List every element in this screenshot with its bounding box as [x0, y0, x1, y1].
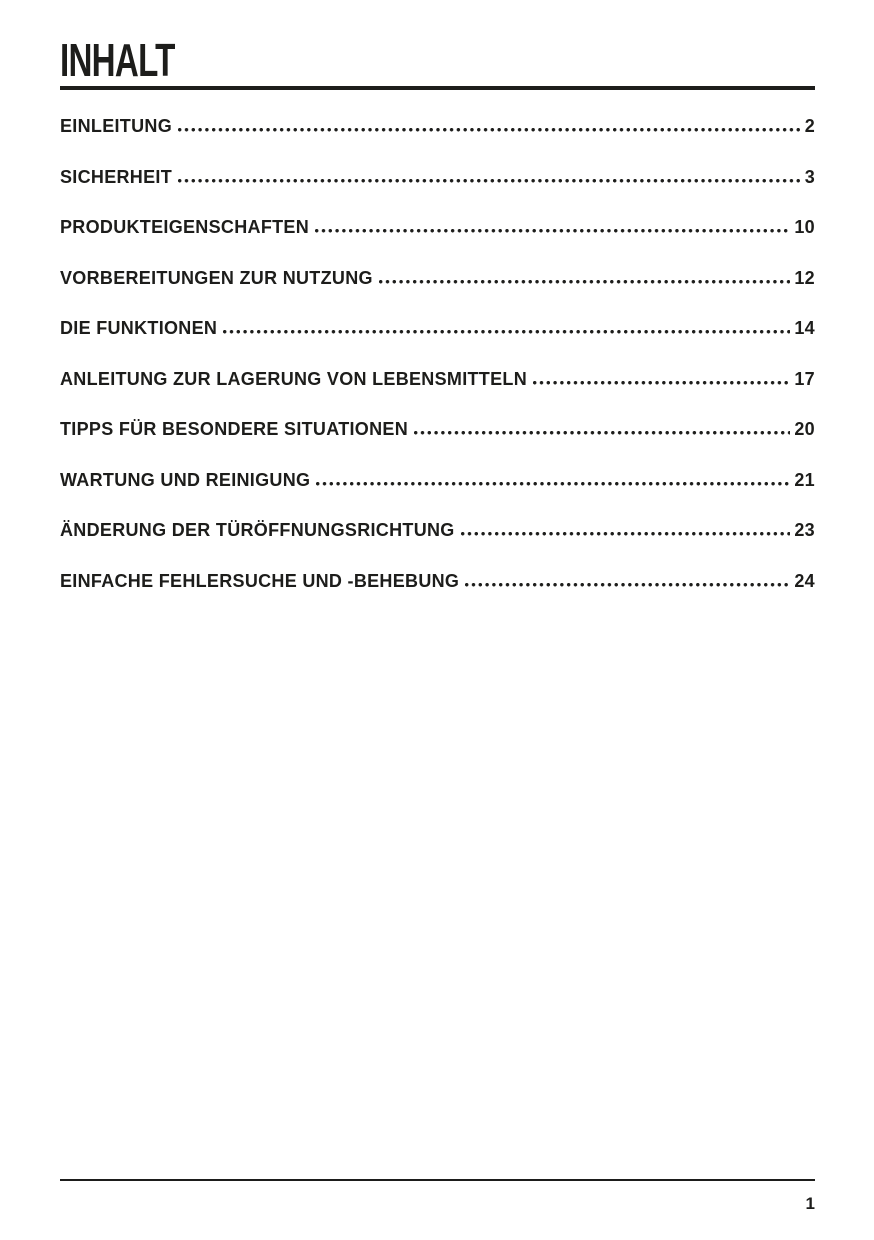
toc-entry-label: SICHERHEIT — [60, 166, 173, 187]
toc-entry — [60, 368, 815, 390]
toc-page-number: 3 — [804, 166, 815, 187]
toc-entry — [60, 418, 815, 440]
toc-entry — [60, 267, 815, 289]
toc-entry — [60, 115, 815, 137]
toc-dot-leader — [414, 431, 790, 435]
toc-page-number: 10 — [794, 217, 815, 238]
toc-page-number: 2 — [804, 116, 815, 137]
toc-page-number: 23 — [794, 520, 815, 541]
toc-entry — [60, 519, 815, 541]
toc-dot-leader — [533, 381, 790, 385]
toc-dot-leader — [315, 229, 790, 233]
page-footer — [60, 1179, 815, 1214]
toc-entry — [60, 570, 815, 592]
toc-dot-leader — [178, 128, 801, 132]
page-title-wrap — [60, 34, 815, 86]
toc-entry-label: TIPPS FÜR BESONDERE SITUATIONEN — [60, 419, 408, 440]
toc-page-number: 24 — [794, 570, 815, 591]
toc-list — [60, 115, 815, 620]
toc-entry-label: ÄNDERUNG DER TÜRÖFFNUNGSRICHTUNG — [60, 520, 455, 541]
toc-page-number: 12 — [794, 267, 815, 288]
toc-entry-label: ANLEITUNG ZUR LAGERUNG VON LEBENSMITTELN — [60, 368, 527, 389]
toc-dot-leader — [465, 583, 790, 587]
toc-entry-label: EINFACHE FEHLERSUCHE UND -BEHEBUNG — [60, 570, 460, 591]
toc-dot-leader — [379, 280, 791, 284]
toc-entry-label: WARTUNG UND REINIGUNG — [60, 469, 311, 490]
toc-entry — [60, 317, 815, 339]
toc-dot-leader — [178, 179, 801, 183]
toc-dot-leader — [316, 482, 790, 486]
toc-entry — [60, 216, 815, 238]
toc-dot-leader — [461, 532, 791, 536]
toc-dot-leader — [223, 330, 790, 334]
toc-entry-label: DIE FUNKTIONEN — [60, 318, 218, 339]
toc-page-number: 17 — [794, 368, 815, 389]
page-header — [60, 34, 815, 90]
toc-page-number: 14 — [794, 318, 815, 339]
toc-entry — [60, 469, 815, 491]
toc-page-number: 20 — [794, 419, 815, 440]
page-title: INHALT — [60, 34, 175, 86]
toc-entry — [60, 166, 815, 188]
toc-entry-label: EINLEITUNG — [60, 116, 173, 137]
toc-entry-label: PRODUKTEIGENSCHAFTEN — [60, 217, 310, 238]
toc-page-number: 21 — [794, 469, 815, 490]
toc-entry-label: VORBEREITUNGEN ZUR NUTZUNG — [60, 267, 373, 288]
footer-page-number: 1 — [805, 1194, 815, 1213]
